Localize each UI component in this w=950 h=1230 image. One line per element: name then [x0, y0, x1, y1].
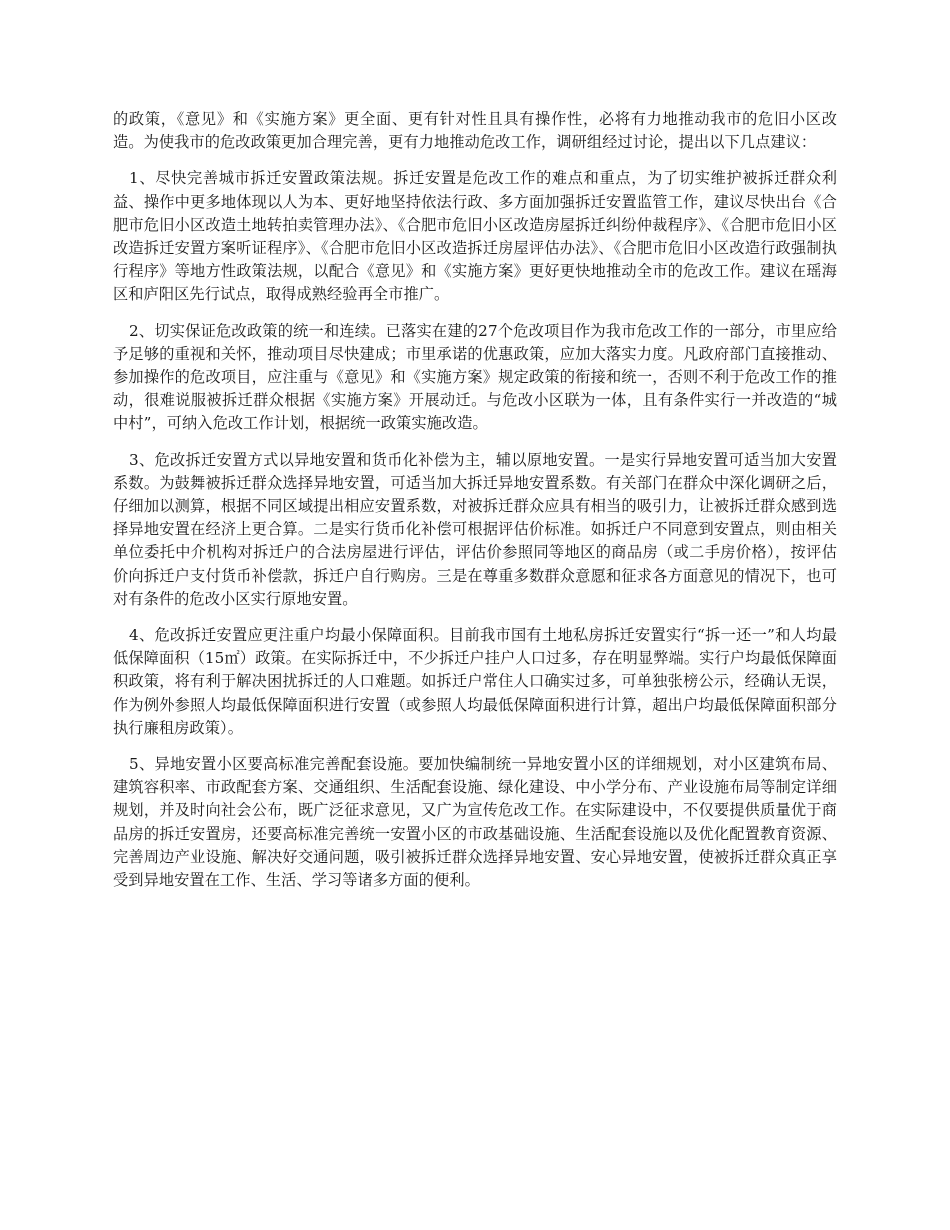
document-page: [113, 108, 837, 905]
paragraph-suggestion-2: 2、切实保证危改政策的统一和连续。已落实在建的27个危改项目作为我市危改工作的一部分，市里应给予足够的重视和关怀，推动项目尽快建成；市里承诺的优惠政策，应加大落实力度。凡政府部门直接推动、参加操作的危改项目，应注重与《意见》和《实施方案》规定政策的衔接和统一，否则不利于危改工作的推动，很难说服被拆迁群众根据《实施方案》开展动迁。与危改小区联为一体，且有条件实行一并改造的“城中村”，可纳入危改工作计划，根据统一政策实施改造。: [113, 321, 837, 433]
paragraph-suggestion-5: 5、异地安置小区要高标准完善配套设施。要加快编制统一异地安置小区的详细规划，对小区建筑布局、建筑容积率、市政配套方案、交通组织、生活配套设施、绿化建设、中小学分布、产业设施布局等制定详细规划，并及时向社会公布，既广泛征求意见，又广为宣传危改工作。在实际建设中，不仅要提供质量优于商品房的拆迁安置房，还要高标准完善统一安置小区的市政基础设施、生活配套设施以及优化配置教育资源、完善周边产业设施、解决好交通问题，吸引被拆迁群众选择异地安置、安心异地安置，使被拆迁群众真正享受到异地安置在工作、生活、学习等诸多方面的便利。: [113, 755, 837, 890]
paragraph-intro: 的政策，《意见》和《实施方案》更全面、更有针对性且具有操作性，必将有力地推动我市的危旧小区改造。为使我市的危改政策更加合理完善，更有力地推动危改工作，调研组经过讨论，提出以下几点建议：: [113, 110, 837, 152]
paragraph-suggestion-3: 3、危改拆迁安置方式以异地安置和货币化补偿为主，辅以原地安置。一是实行异地安置可适当加大安置系数。为鼓舞被拆迁群众选择异地安置，可适当加大拆迁异地安置系数。有关部门在群众中深化调研之后，仔细加以测算，根据不同区域提出相应安置系数，对被拆迁群众应具有相当的吸引力，让被拆迁群众感到选择异地安置在经济上更合算。二是实行货币化补偿可根据评估价标准。如拆迁户不同意到安置点，则由相关单位委托中介机构对拆迁户的合法房屋进行评估，评估价参照同等地区的商品房（或二手房价格），按评估价向拆迁户支付货币补偿款，拆迁户自行购房。三是在尊重多数群众意愿和征求各方面意见的情况下，也可对有条件的危改小区实行原地安置。: [113, 450, 837, 608]
paragraph-suggestion-4: 4、危改拆迁安置应更注重户均最小保障面积。目前我市国有土地私房拆迁安置实行“拆一还一”和人均最低保障面积（15㎡）政策。在实际拆迁中，不少拆迁户挂户人口过多，存在明显弊端。实行户均最低保障面积政策，将有利于解决困扰拆迁的人口难题。如拆迁户常住人口确实过多，可单独张榜公示，经确认无误，作为例外参照人均最低保障面积进行安置（或参照人均最低保障面积进行计算，超出户均最低保障面积部分执行廉租房政策）。: [113, 626, 837, 737]
paragraph-suggestion-1: 1、尽快完善城市拆迁安置政策法规。拆迁安置是危改工作的难点和重点，为了切实维护被拆迁群众利益、操作中更多地体现以人为本、更好地坚持依法行政、多方面加强拆迁安置监管工作，建议尽快出台《合肥市危旧小区改造土地转拍卖管理办法》、《合肥市危旧小区改造房屋拆迁纠纷仲裁程序》、《合肥市危旧小区改造拆迁安置方案听证程序》、《合肥市危旧小区改造拆迁房屋评估办法》、《合肥市危旧小区改造行政强制执行程序》等地方性政策法规，以配合《意见》和《实施方案》更好更快地推动全市的危改工作。建议在瑶海区和庐阳区先行试点，取得成熟经验再全市推广。: [113, 169, 837, 304]
